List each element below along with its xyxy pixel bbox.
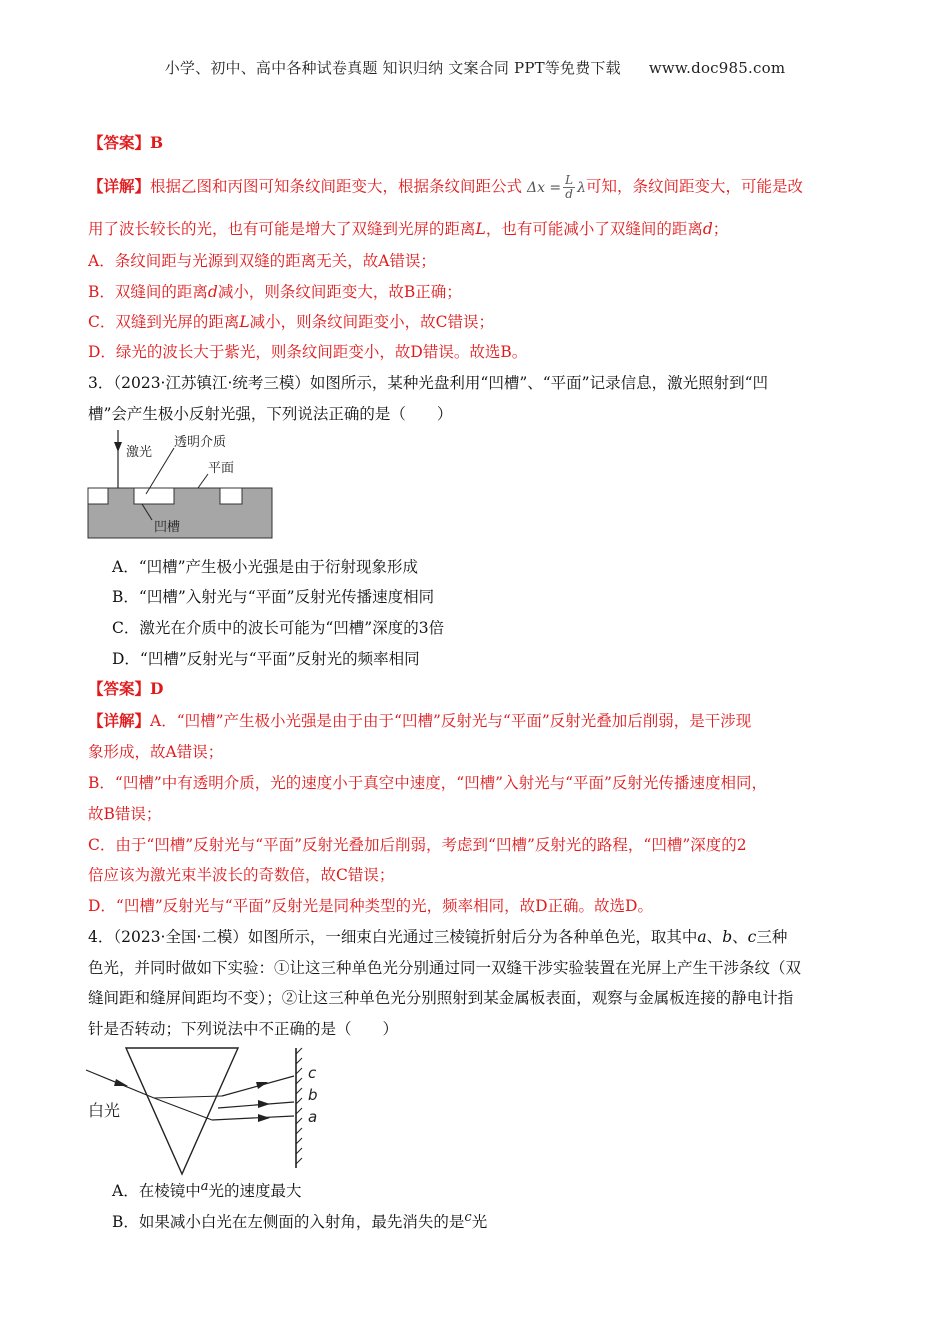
q2-detail-text-2b: ，也有可能减小了双缝间的距离 bbox=[485, 220, 703, 238]
formula-dx: Δx = bbox=[526, 179, 562, 196]
internal-ray-a bbox=[154, 1098, 212, 1120]
ray-a-arrow bbox=[258, 1114, 270, 1122]
formula-lambda: λ bbox=[577, 179, 586, 196]
q4-option-a-var: a bbox=[200, 1179, 209, 1194]
q3-detail-line-6: 倍应该为激光束半波长的奇数倍，故C错误； bbox=[88, 866, 395, 884]
q2-option-b-text-a: B．双缝间的距离 bbox=[88, 283, 208, 301]
fringe-spacing-formula bbox=[526, 173, 586, 201]
groove-2 bbox=[134, 488, 174, 504]
q4-stem-line-1 bbox=[88, 926, 787, 948]
formula-fraction bbox=[563, 174, 575, 201]
q4-stem-line-4: 针是否转动；下列说法中不正确的是（ ） bbox=[88, 1020, 399, 1038]
prism-figure bbox=[82, 1044, 332, 1178]
q3-option-d[interactable]: D．“凹槽”反射光与“平面”反射光的频率相同 bbox=[112, 650, 420, 668]
q4-option-a[interactable] bbox=[112, 1176, 301, 1202]
q4-var-b: b bbox=[722, 928, 733, 946]
q4-option-a-text-a: A．在棱镜中 bbox=[112, 1182, 201, 1201]
q4-option-b[interactable] bbox=[112, 1207, 487, 1233]
screen-hatching bbox=[296, 1048, 302, 1164]
q4-var-a: a bbox=[697, 928, 707, 946]
q2-detail-label: 【详解】 bbox=[88, 176, 151, 196]
ray-a bbox=[212, 1116, 294, 1120]
q4-stem-line-2: 色光，并同时做如下实验：①让这三种单色光分别通过同一双缝干涉实验装置在光屏上产生干涉条纹（双 bbox=[88, 959, 802, 977]
var-L: L bbox=[475, 220, 486, 238]
page-header bbox=[0, 57, 950, 78]
ray-b bbox=[218, 1102, 294, 1108]
label-white-light: 白光 bbox=[88, 1101, 121, 1120]
q3-detail-line-7: D．“凹槽”反射光与“平面”反射光是同种类型的光，频率相同，故D正确。故选D。 bbox=[88, 897, 653, 915]
q4-option-a-text-b: 光的速度最大 bbox=[208, 1182, 302, 1201]
q2-option-b-text-b: 减小，则条纹间距变大，故B正确； bbox=[217, 283, 462, 301]
q3-detail-label: 【详解】 bbox=[88, 711, 151, 730]
q3-detail-line-3: B．“凹槽”中有透明介质，光的速度小于真空中速度，“凹槽”入射光与“平面”反射光传播速度相同， bbox=[88, 774, 767, 792]
q3-detail-text-1: A．“凹槽”产生极小光强是由于由于“凹槽”反射光与“平面”反射光叠加后削弱，是干涉现 bbox=[150, 712, 752, 730]
q3-stem-line-1: 3．（2023·江苏镇江·统考三模）如图所示，某种光盘利用“凹槽”、“平面”记录信息，激光照射到“凹 bbox=[88, 374, 769, 392]
q2-detail-text-2a: 用了波长较长的光，也有可能是增大了双缝到光屏的距离 bbox=[88, 220, 476, 238]
plane-pointer bbox=[198, 474, 208, 488]
q2-option-c-text-a: C．双缝到光屏的距离 bbox=[88, 313, 240, 331]
q3-answer: 【答案】D bbox=[88, 679, 164, 698]
q4-sep-1: 、 bbox=[706, 928, 723, 946]
header-text: 小学、初中、高中各种试卷真题 知识归纳 文案合同 PPT等免费下载 bbox=[164, 59, 621, 77]
q3-stem-line-2: 槽”会产生极小反射光强，下列说法正确的是（ ） bbox=[88, 405, 453, 423]
prism bbox=[126, 1048, 238, 1174]
var-d: d bbox=[702, 220, 713, 238]
label-b: b bbox=[308, 1086, 318, 1104]
label-laser: 激光 bbox=[126, 445, 153, 460]
q4-stem-text-1b: 三种 bbox=[756, 928, 788, 946]
q2-option-b-var: d bbox=[207, 283, 218, 301]
q2-option-c bbox=[88, 311, 494, 333]
q2-detail-text-1b: 可知，条纹间距变大，可能是改 bbox=[586, 177, 804, 196]
q3-detail-line-1 bbox=[88, 710, 751, 732]
formula-denominator: d bbox=[565, 187, 573, 201]
q4-sep-2: 、 bbox=[732, 928, 748, 946]
q2-option-c-text-b: 减小，则条纹间距变小，故C错误； bbox=[249, 313, 495, 331]
q2-option-b bbox=[88, 281, 462, 303]
white-light-arrow bbox=[114, 1079, 128, 1086]
internal-ray-c bbox=[154, 1096, 222, 1098]
q4-option-b-var: c bbox=[464, 1210, 472, 1225]
label-groove: 凹槽 bbox=[154, 520, 181, 535]
q2-answer: 【答案】B bbox=[88, 133, 164, 152]
q4-var-c: c bbox=[747, 928, 757, 946]
q3-detail-line-2: 象形成，故A错误； bbox=[88, 743, 224, 761]
formula-numerator: L bbox=[565, 173, 574, 187]
q3-detail-line-4: 故B错误； bbox=[88, 805, 162, 823]
label-a: a bbox=[308, 1108, 318, 1126]
q4-stem-text-1a: 4．（2023·全国·二模）如图所示，一细束白光通过三棱镜折射后分为各种单色光，取其中 bbox=[88, 928, 698, 946]
q2-detail-line-2 bbox=[88, 218, 728, 240]
ray-b-arrow bbox=[258, 1100, 270, 1108]
label-medium: 透明介质 bbox=[174, 435, 227, 450]
label-plane: 平面 bbox=[208, 461, 235, 476]
q4-option-b-text-a: B．如果减小白光在左侧面的入射角，最先消失的是 bbox=[112, 1213, 465, 1232]
q3-option-a[interactable]: A．“凹槽”产生极小光强是由于衍射现象形成 bbox=[112, 558, 419, 576]
q2-detail-text-2c: ； bbox=[712, 220, 729, 238]
q2-option-a: A．条纹间距与光源到双缝的距离无关，故A错误； bbox=[88, 252, 436, 270]
q4-stem-line-3: 缝间距和缝屏间距均不变）；②让这三种单色光分别照射到某金属板表面，观察与金属板连接的静电计指 bbox=[88, 989, 794, 1007]
groove-3 bbox=[220, 488, 242, 504]
q3-option-b[interactable]: B．“凹槽”入射光与“平面”反射光传播速度相同 bbox=[112, 588, 435, 606]
groove-1 bbox=[88, 488, 108, 504]
q4-option-b-text-b: 光 bbox=[471, 1213, 488, 1232]
q2-detail-line-1 bbox=[88, 174, 803, 201]
q3-option-c[interactable]: C．激光在介质中的波长可能为“凹槽”深度的3倍 bbox=[112, 619, 445, 637]
q3-detail-line-5: C．由于“凹槽”反射光与“平面”反射光叠加后削弱，考虑到“凹槽”反射光的路程，“凹槽”深度的2 bbox=[88, 836, 747, 854]
q2-option-c-var: L bbox=[239, 313, 250, 331]
label-c: c bbox=[308, 1064, 317, 1082]
header-url[interactable]: www.doc985.com bbox=[648, 59, 786, 77]
q2-option-d: D．绿光的波长大于紫光，则条纹间距变小，故D错误。故选B。 bbox=[88, 343, 528, 361]
laser-arrow bbox=[114, 442, 122, 452]
q2-detail-text-1a: 根据乙图和丙图可知条纹间距变大，根据条纹间距公式 bbox=[150, 177, 523, 196]
ray-c-arrow bbox=[256, 1082, 268, 1089]
optical-disc-figure bbox=[86, 428, 276, 540]
